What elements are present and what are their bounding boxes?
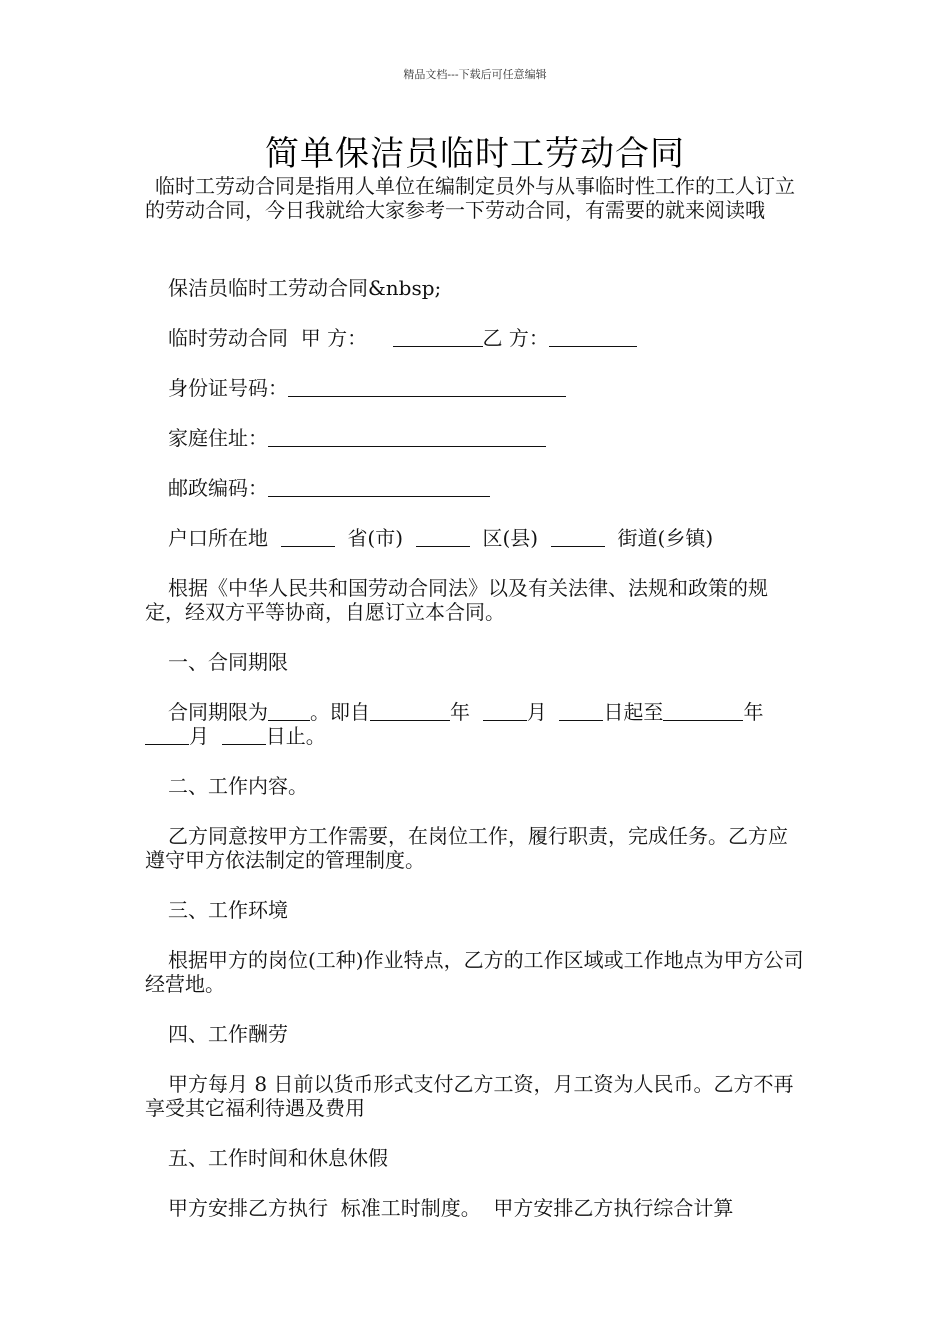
id-label: 身份证号码： [168, 376, 288, 400]
hukou-label: 户口所在地 [168, 526, 268, 550]
address-blank[interactable] [268, 426, 546, 447]
section-4-text: 甲方每月 8 日前以货币形式支付乙方工资，月工资为人民币。乙方不再享受其它福利待遇及费用 [145, 1072, 794, 1120]
section-4-heading: 四、工作酬劳 [168, 1022, 288, 1046]
section-5-text: 甲方安排乙方执行 标准工时制度。 甲方安排乙方执行综合计算 [168, 1196, 734, 1220]
month-label: 月 [189, 724, 209, 748]
year-label: 年 [450, 700, 470, 724]
end-month-blank[interactable] [145, 724, 189, 745]
start-year-blank[interactable] [370, 700, 450, 721]
term-blank[interactable] [268, 700, 310, 721]
page-header: 精品文档---下载后可任意编辑 [403, 68, 547, 81]
start-month-blank[interactable] [483, 700, 527, 721]
section-5-heading: 五、工作时间和休息休假 [168, 1146, 388, 1170]
section-2-text: 乙方同意按甲方工作需要，在岗位工作，履行职责，完成任务。乙方应遵守甲方依法制定的管理制度。 [145, 824, 788, 872]
party-line [145, 326, 807, 350]
province-blank[interactable] [281, 526, 335, 547]
end-day-blank[interactable] [222, 724, 266, 745]
intro-paragraph: 临时工劳动合同是指用人单位在编制定员外与从事临时性工作的工人订立的劳动合同，今日我就给大家参考一下劳动合同，有需要的就来阅读哦 [145, 174, 795, 222]
subtitle-line: 保洁员临时工劳动合同&nbsp; [168, 276, 442, 300]
postcode-label: 邮政编码： [168, 476, 268, 500]
basis-paragraph: 根据《中华人民共和国劳动合同法》以及有关法律、法规和政策的规定，经双方平等协商，自愿订立本合同。 [145, 576, 768, 624]
hukou-line [145, 526, 807, 550]
document-title: 简单保洁员临时工劳动合同 [265, 134, 685, 174]
district-blank[interactable] [416, 526, 470, 547]
day-end-label: 日止。 [265, 724, 326, 748]
end-year-blank[interactable] [663, 700, 743, 721]
section-3-heading: 三、工作环境 [168, 898, 288, 922]
section-1-text [145, 700, 807, 748]
party-a-blank[interactable] [393, 326, 483, 347]
id-line [145, 376, 807, 400]
postcode-line [145, 476, 807, 500]
postcode-blank[interactable] [268, 476, 490, 497]
section-3-text: 根据甲方的岗位(工种)作业特点，乙方的工作区域或工作地点为甲方公司经营地。 [145, 948, 804, 996]
party-b-label: 乙 方： [482, 326, 549, 350]
province-label: 省(市) [347, 526, 404, 550]
district-label: 区(县) [482, 526, 539, 550]
contract-prefix: 临时劳动合同 [168, 326, 288, 350]
start-day-blank[interactable] [559, 700, 603, 721]
section-2-heading: 二、工作内容。 [168, 774, 308, 798]
street-blank[interactable] [551, 526, 605, 547]
month-label: 月 [526, 700, 547, 724]
party-b-blank[interactable] [549, 326, 637, 347]
section-1-heading: 一、合同期限 [168, 650, 288, 674]
address-line [145, 426, 807, 450]
term-label: 合同期限为 [168, 700, 268, 724]
party-a-label: 甲 方： [300, 326, 368, 350]
day-from-label: 日起至 [603, 700, 664, 724]
year-label: 年 [743, 700, 764, 724]
id-blank[interactable] [288, 376, 566, 397]
address-label: 家庭住址： [168, 426, 268, 450]
street-label: 街道(乡镇) [617, 526, 714, 550]
term-from-label: 。即自 [310, 700, 370, 724]
